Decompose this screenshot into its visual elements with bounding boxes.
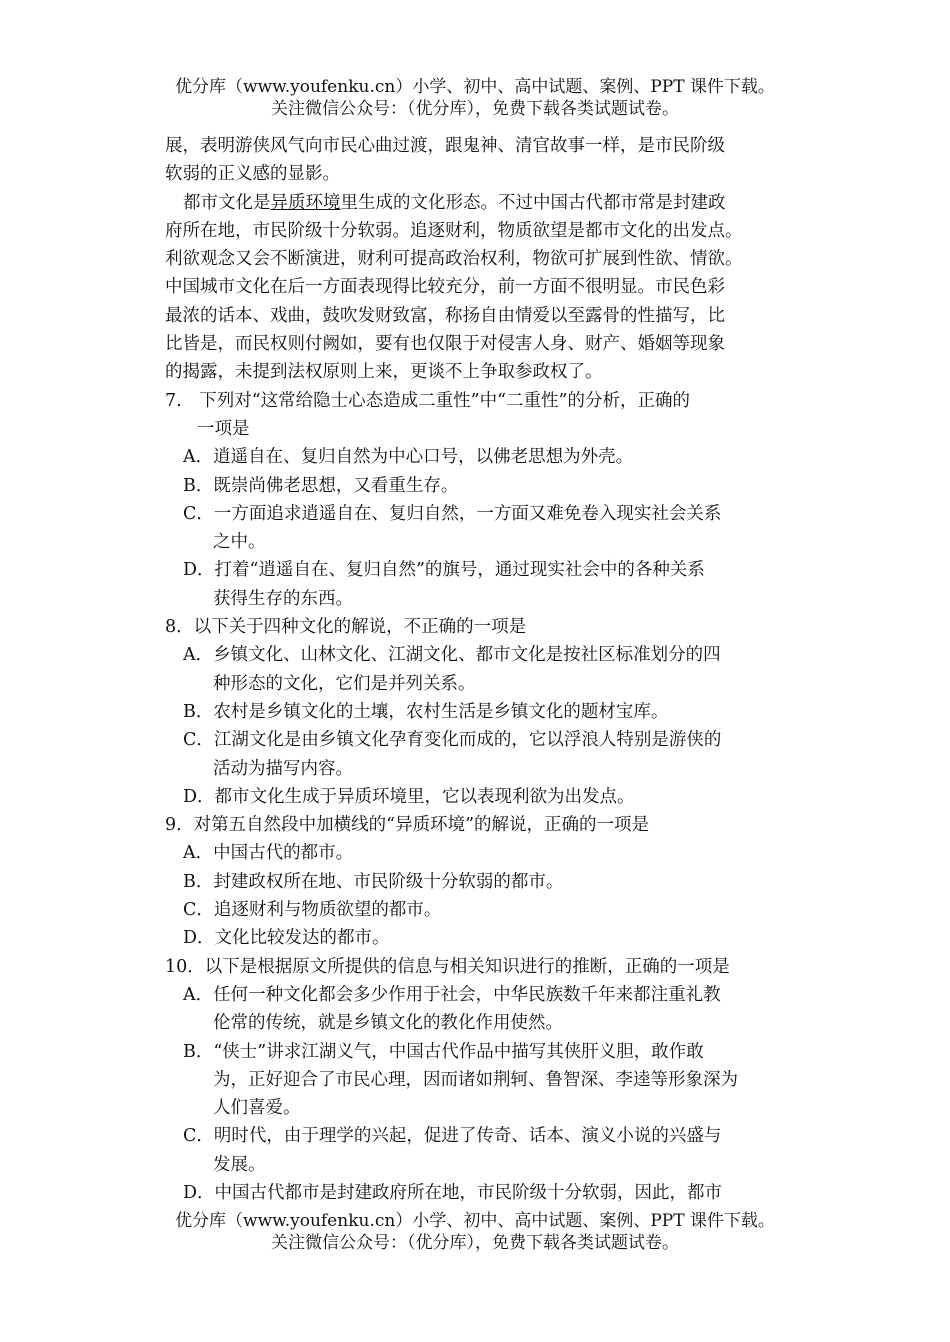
passage-line: 比皆是，而民权则付阙如，要有也仅限于对侵害人身、财产、婚姻等现象 (165, 334, 725, 355)
option-b-continued: 为，正好迎合了市民心理，因而诸如荆轲、鲁智深、李逵等形象深为 (213, 1069, 738, 1090)
page-footer (0, 1210, 950, 1254)
passage-line: 府所在地，市民阶级十分软弱。追逐财利，物质欲望是都市文化的出发点。 (165, 220, 743, 241)
option-c-continued: 之中。 (213, 532, 266, 553)
document-body (165, 132, 795, 1207)
option-a: A．乡镇文化、山林文化、江湖文化、都市文化是按社区标准划分的四 (183, 645, 721, 666)
page-header (0, 76, 950, 120)
paragraph-5-suffix: 里生成的文化形态。不过中国古代都市常是封建政 (340, 192, 726, 213)
paragraph-5-line-1 (165, 189, 795, 217)
question-8 (165, 613, 795, 811)
option-d: D．中国古代都市是封建政府所在地，市民阶级十分软弱，因此，都市 (183, 1182, 723, 1203)
option-c: C．江湖文化是由乡镇文化孕育变化而成的，它以浮浪人特别是游侠的 (183, 730, 722, 751)
question-10 (165, 953, 795, 1208)
option-d: D．都市文化生成于异质环境里，它以表现利欲为出发点。 (183, 786, 635, 807)
option-d: D．文化比较发达的都市。 (183, 928, 390, 949)
question-stem: 10．以下是根据原文所提供的信息与相关知识进行的推断，正确的一项是 (165, 956, 730, 977)
passage-line: 中国城市文化在后一方面表现得比较充分，前一方面不很明显。市民色彩 (165, 277, 725, 298)
option-b-continued: 人们喜爱。 (213, 1098, 301, 1119)
question-stem: 9．对第五自然段中加横线的“异质环境”的解说，正确的一项是 (165, 815, 650, 836)
passage-line: 最浓的话本、戏曲，鼓吹发财致富，称扬自由情爱以至露骨的性描写，比 (165, 305, 725, 326)
option-c: C．追逐财利与物质欲望的都市。 (183, 900, 442, 921)
option-b: B．既崇尚佛老思想，又看重生存。 (183, 475, 459, 496)
question-stem: 7. 下列对“这常给隐士心态造成二重性”中“二重性”的分析，正确的 (165, 390, 690, 411)
option-d: D．打着“逍遥自在、复归自然”的旗号，通过现实社会中的各种关系 (183, 560, 705, 581)
underlined-term: 异质环境 (270, 192, 341, 213)
option-c: C．一方面追求逍遥自在、复归自然，一方面又难免卷入现实社会关系 (183, 503, 722, 524)
option-c: C．明时代，由于理学的兴起，促进了传奇、话本、演义小说的兴盛与 (183, 1126, 722, 1147)
passage-line: 软弱的正义感的显影。 (165, 164, 340, 185)
option-b: B．封建政权所在地、市民阶级十分软弱的都市。 (183, 871, 564, 892)
passage-line: 的揭露，未提到法权原则上来，更谈不上争取参政权了。 (165, 362, 603, 383)
question-7 (165, 387, 795, 613)
question-stem: 8．以下关于四种文化的解说，不正确的一项是 (165, 617, 527, 638)
footer-line-1: 优分库（www.youfenku.cn）小学、初中、高中试题、案例、PPT 课件下载。 (175, 1211, 775, 1231)
option-a-continued: 伦常的传统，就是乡镇文化的教化作用使然。 (213, 1013, 563, 1034)
option-a: A．中国古代的都市。 (183, 843, 354, 864)
option-a: A．逍遥自在、复归自然为中心口号，以佛老思想为外壳。 (183, 447, 634, 468)
header-line-1: 优分库（www.youfenku.cn）小学、初中、高中试题、案例、PPT 课件下载。 (175, 77, 775, 97)
paragraph-5-prefix: 都市文化是 (183, 192, 271, 213)
option-c-continued: 发展。 (213, 1154, 266, 1175)
passage-line: 展，表明游侠风气向市民心曲过渡，跟鬼神、清官故事一样，是市民阶级 (165, 136, 725, 156)
header-line-2: 关注微信公众号：（优分库），免费下载各类试题试卷。 (271, 99, 679, 119)
option-b: B．农村是乡镇文化的土壤，农村生活是乡镇文化的题材宝库。 (183, 701, 669, 722)
question-9 (165, 811, 795, 952)
option-a-continued: 种形态的文化，它们是并列关系。 (213, 673, 476, 694)
option-d-continued: 获得生存的东西。 (213, 588, 353, 609)
footer-line-2: 关注微信公众号：（优分库），免费下载各类试题试卷。 (271, 1233, 679, 1253)
passage-line: 利欲观念又会不断演进，财利可提高政治权利，物欲可扩展到性欲、情欲。 (165, 249, 743, 270)
option-c-continued: 活动为描写内容。 (213, 758, 353, 779)
option-a: A．任何一种文化都会多少作用于社会，中华民族数千年来都注重礼教 (183, 984, 721, 1005)
question-stem: 一项是 (197, 418, 250, 439)
option-b: B．“侠士”讲求江湖义气，中国古代作品中描写其侠肝义胆，敢作敢 (183, 1041, 704, 1062)
